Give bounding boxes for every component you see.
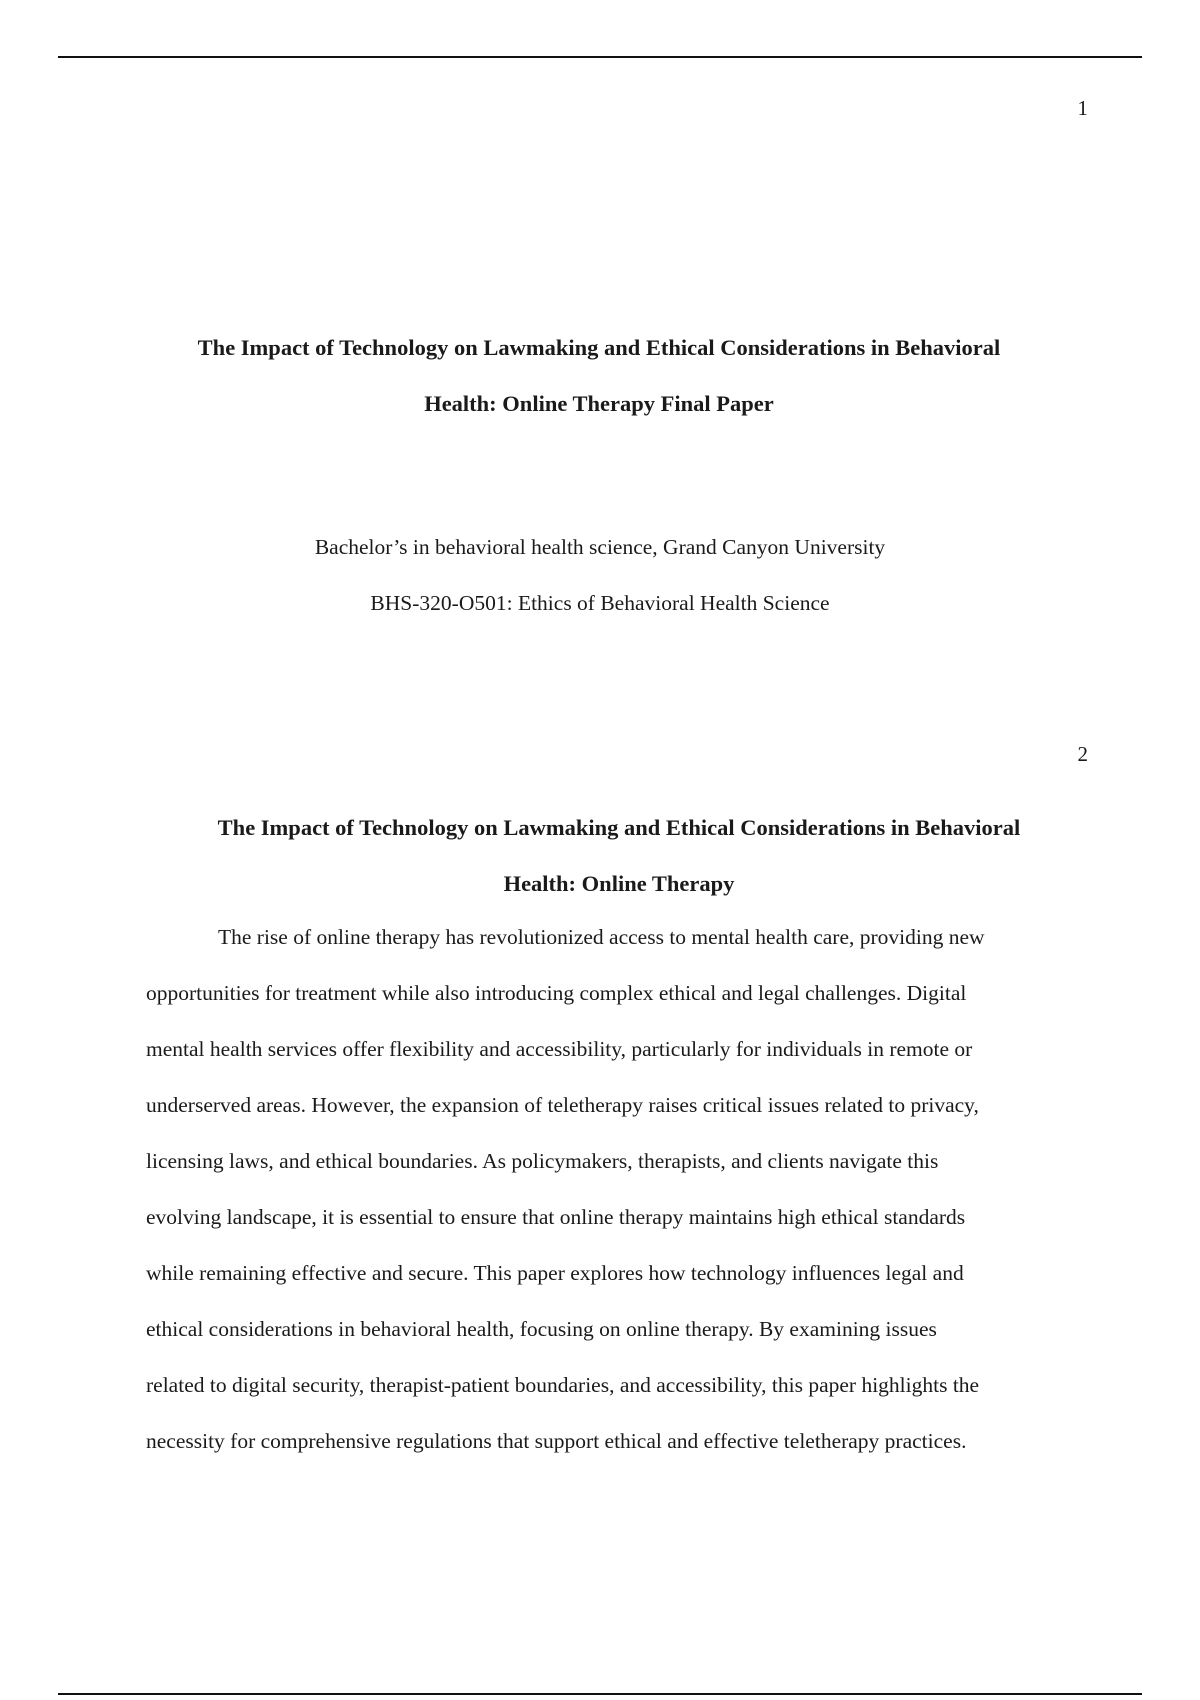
paragraph-line: necessity for comprehensive regulations that support ethical and effective teletherapy practices. xyxy=(146,1429,967,1453)
page-top-rule xyxy=(58,56,1142,58)
paragraph-line: mental health services offer flexibility and accessibility, particularly for individuals in remote or xyxy=(146,1037,973,1061)
course-name xyxy=(0,575,1200,631)
cover-title-line: The Impact of Technology on Lawmaking and Ethical Considerations in Behavioral xyxy=(197,335,1001,360)
degree-program xyxy=(0,519,1200,575)
paper-title-line: Health: Online Therapy xyxy=(503,871,735,896)
cover-title-line: Health: Online Therapy Final Paper xyxy=(424,391,774,416)
page-bottom-rule xyxy=(58,1693,1142,1695)
page-number: 2 xyxy=(1077,742,1088,766)
page-number: 1 xyxy=(1077,96,1088,120)
introduction-paragraph xyxy=(146,909,1096,1469)
degree-text: Bachelor’s in behavioral health science, Grand Canyon University xyxy=(314,535,886,559)
course-text: BHS-320-O501: Ethics of Behavioral Health Science xyxy=(370,591,830,615)
paragraph-line: licensing laws, and ethical boundaries. As policymakers, therapists, and clients navigate this xyxy=(146,1149,939,1173)
paragraph-line: The rise of online therapy has revolutionized access to mental health care, providing new xyxy=(218,925,985,949)
paragraph-line: underserved areas. However, the expansion of teletherapy raises critical issues related to privacy, xyxy=(146,1093,979,1117)
paragraph-line: ethical considerations in behavioral health, focusing on online therapy. By examining issues xyxy=(146,1317,937,1341)
paragraph-line: related to digital security, therapist-patient boundaries, and accessibility, this paper highlights the xyxy=(146,1373,980,1397)
paper-title-line: The Impact of Technology on Lawmaking and Ethical Considerations in Behavioral xyxy=(217,815,1021,840)
paragraph-line: while remaining effective and secure. This paper explores how technology influences legal and xyxy=(146,1261,964,1285)
cover-title xyxy=(0,320,1200,432)
paragraph-line: opportunities for treatment while also introducing complex ethical and legal challenges. Digital xyxy=(146,981,967,1005)
paragraph-line: evolving landscape, it is essential to ensure that online therapy maintains high ethical standards xyxy=(146,1205,966,1229)
paper-title xyxy=(0,800,1200,912)
